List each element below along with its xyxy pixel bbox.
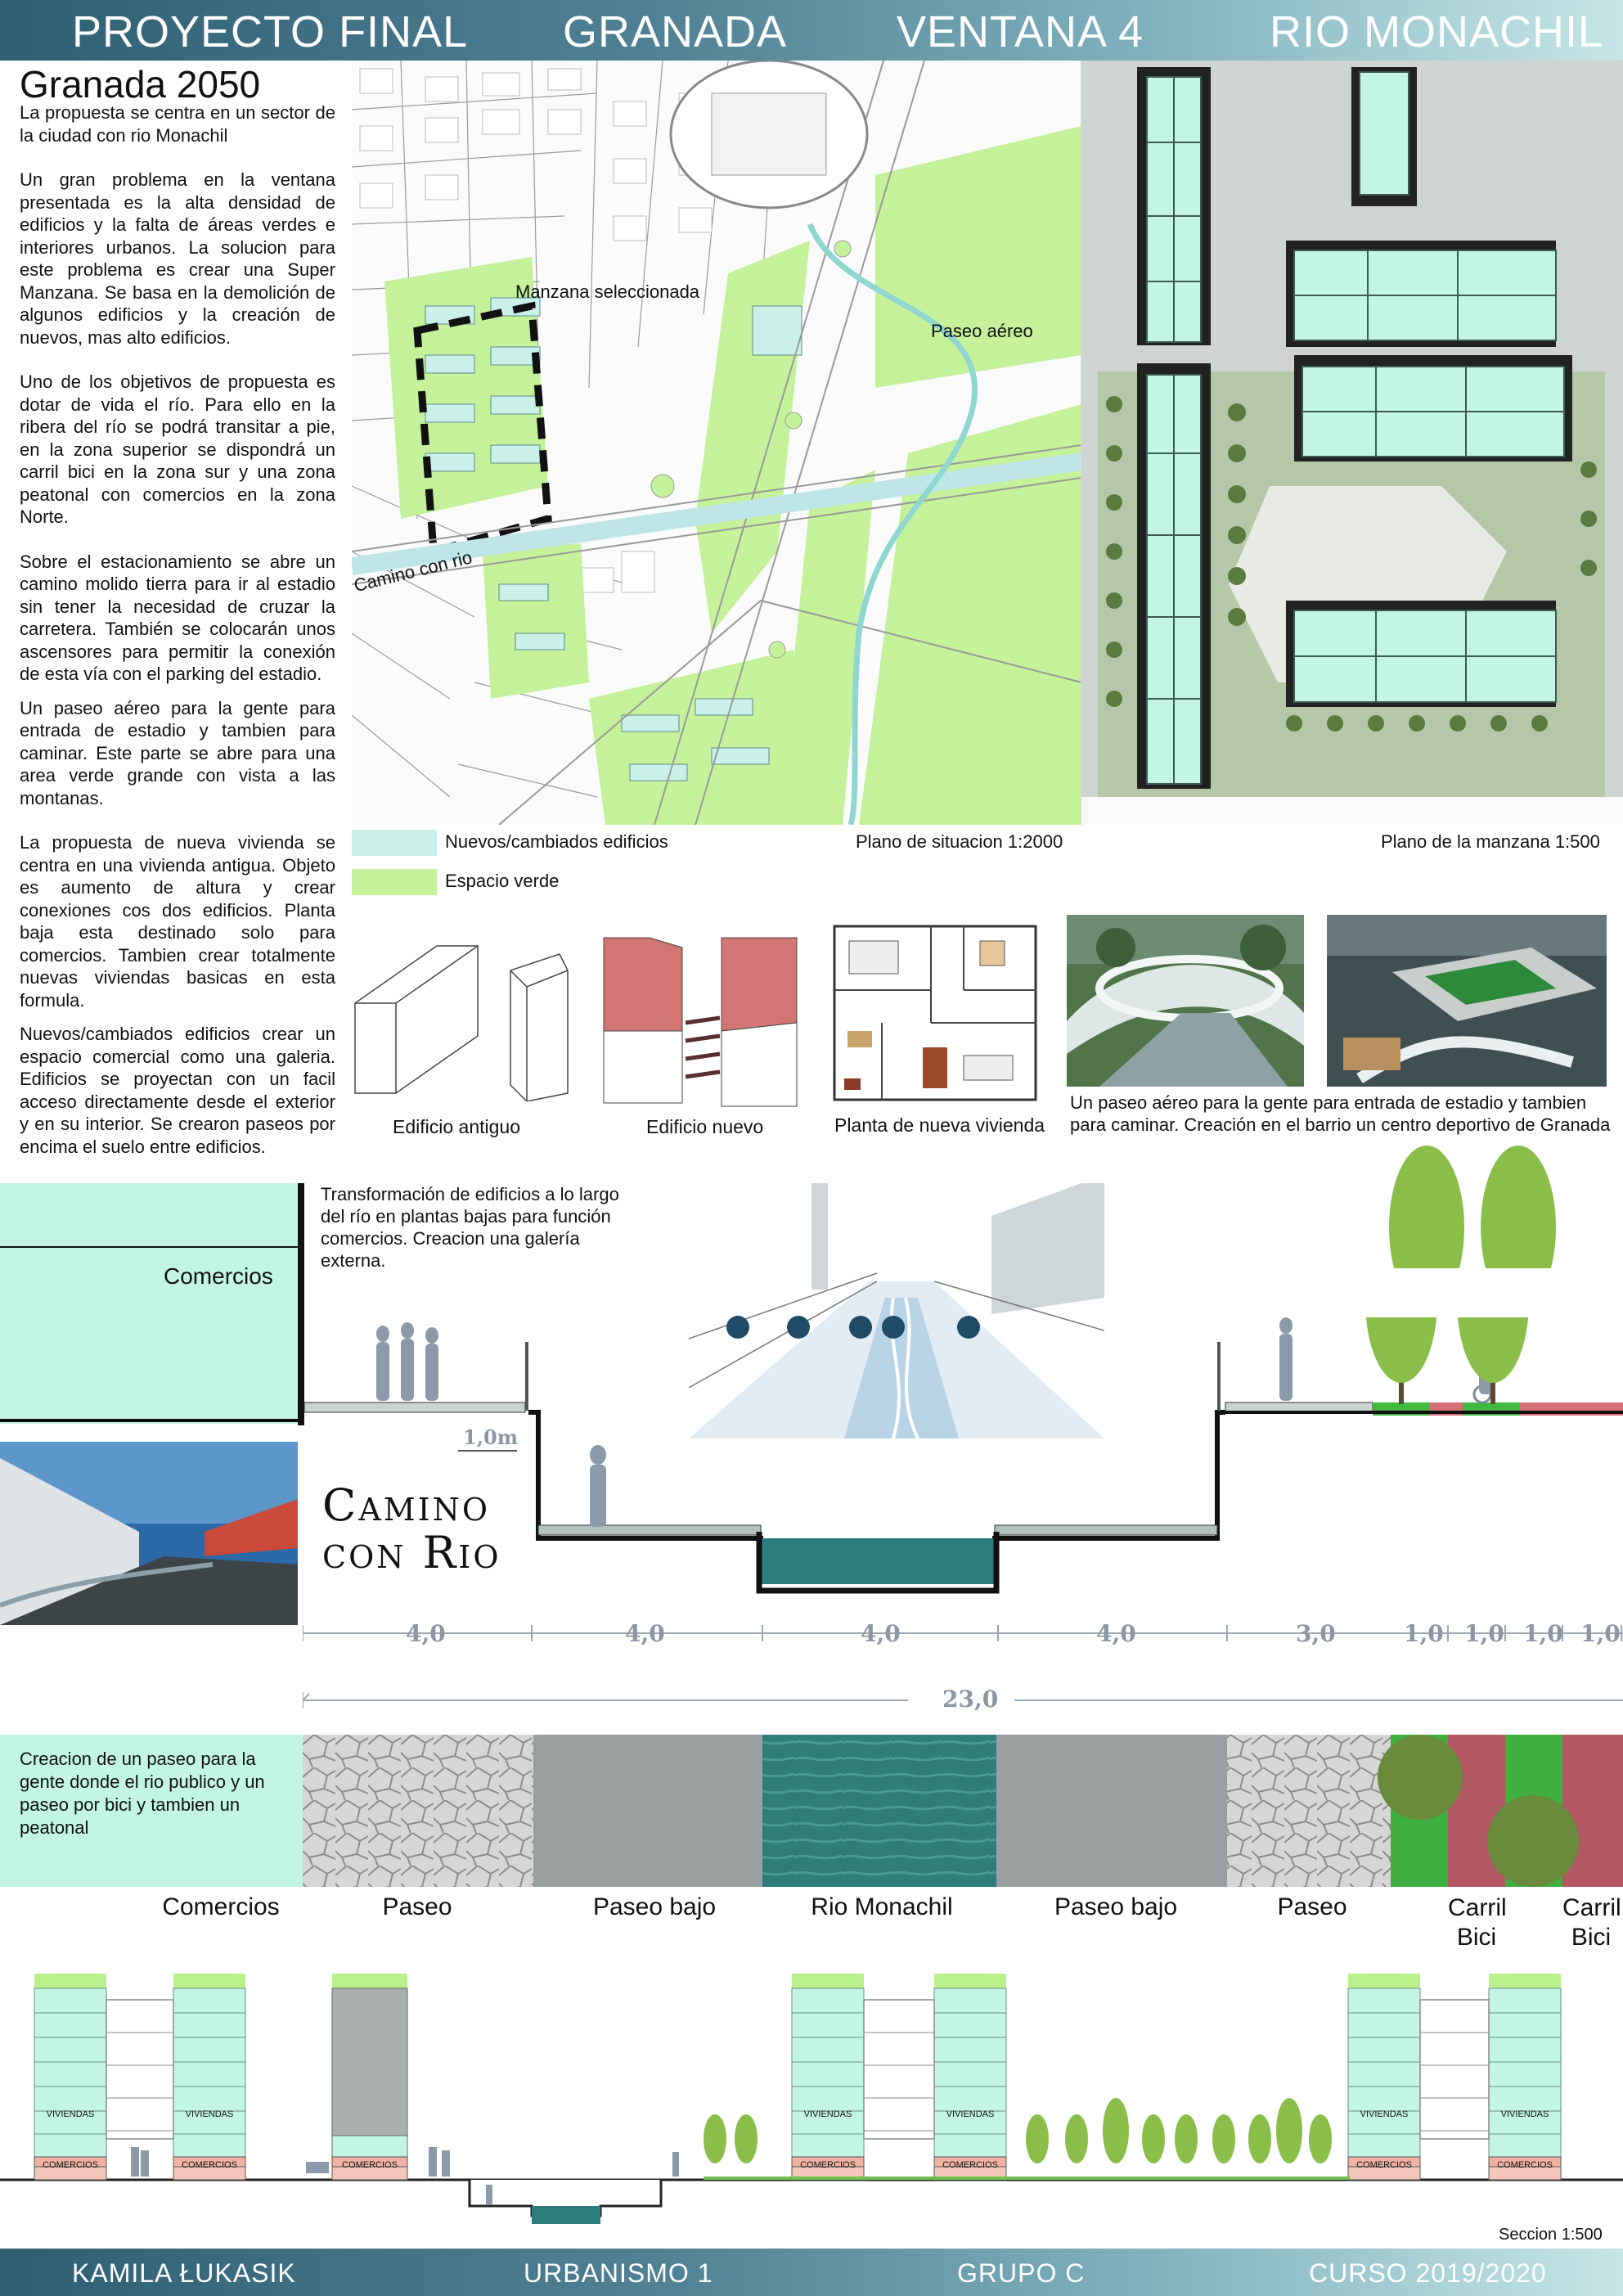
- comercios-floor-line: [0, 1246, 301, 1248]
- building-label: COMERCIOS: [1497, 2160, 1553, 2170]
- header-bar: [0, 0, 1623, 61]
- intro-paragraph: La propuesta se centra en un sector de la ciudad con rio Monachil: [20, 102, 335, 146]
- building-label: COMERCIOS: [182, 2160, 237, 2170]
- section-trees: [1365, 1317, 1529, 1404]
- caption-old-building: Edificio antiguo: [393, 1116, 520, 1137]
- strip-paseo-bajo-2: [996, 1735, 1227, 1887]
- building-label: VIVIENDAS: [1360, 2109, 1409, 2119]
- header-project: PROYECTO FINAL: [72, 7, 469, 56]
- comercios-block: [0, 1183, 301, 1424]
- caption-block-plan: Plano de la manzana 1:500: [1381, 831, 1600, 852]
- stadium-render: [1327, 915, 1607, 1087]
- building-2-viviendas: [173, 2109, 245, 2119]
- tree-crowns: [1363, 1137, 1608, 1268]
- footer-course: URBANISMO 1: [524, 2258, 713, 2288]
- building-label: COMERCIOS: [43, 2160, 98, 2170]
- building-1-comercios: [34, 2160, 106, 2170]
- building-label: VIVIENDAS: [185, 2109, 234, 2119]
- intro-paragraph: Uno de los objetivos de propuesta es dotar de vida el río. Para ello en la ribera del río se podrá transitar a pie, en la zona superior se dispondrá un carril bici en la zona sur y una zona peatonal con comercios en la zona Norte.: [20, 371, 335, 527]
- legend-label-new-buildings: Nuevos/cambiados edificios: [445, 831, 668, 852]
- section-title-line1: Camino: [322, 1479, 491, 1531]
- section-title-line2: con Rio: [322, 1527, 501, 1578]
- building-1-viviendas: [34, 2109, 106, 2119]
- footer-group: GRUPO C: [957, 2258, 1086, 2288]
- header-river: RIO MONACHIL: [1270, 7, 1604, 56]
- category-label: Paseo: [1277, 1893, 1347, 1920]
- building-2-comercios: [173, 2160, 245, 2170]
- intro-paragraph: Un paseo aéreo para la gente para entrada de estadio y tambien para caminar. Este parte se abre para una area verde grande con vista a las montanas.: [20, 697, 335, 808]
- footer-author: KAMILA ŁUKASIK: [72, 2258, 296, 2288]
- old-building-sketch: [347, 938, 578, 1101]
- river-walk-render: [0, 1442, 298, 1625]
- floor-plan-sketch: [833, 925, 1037, 1101]
- legend-swatch-new-buildings: [352, 830, 437, 856]
- intro-paragraph: Un gran problema en la ventana presentada es la alta densidad de edificios y la falta de áreas verdes e interiores urbanos. La solucion para este problema es crear una Super Manzana. Se basa en la demolición de algunos edificios y la creación de nuevos, mas alto edificios.: [20, 169, 335, 348]
- paseo-text: Creacion de un paseo para la gente donde el rio publico y un paseo por bici y tambien un peatonal: [20, 1749, 265, 1838]
- intro-title: Granada 2050: [20, 63, 261, 106]
- category-label: Comercios: [162, 1893, 280, 1920]
- new-building-sketch: [600, 933, 800, 1108]
- category-label: Paseo bajo: [592, 1893, 717, 1920]
- building-3-comercios: [332, 2160, 407, 2170]
- building-label: COMERCIOS: [342, 2160, 398, 2170]
- label-paseo-aereo: Paseo aéreo: [931, 321, 1033, 341]
- header-city: GRANADA: [563, 7, 788, 56]
- footer-bar: [0, 2249, 1623, 2296]
- category-label: Paseo: [382, 1893, 452, 1920]
- dimension-value: 1,0: [1464, 1620, 1504, 1647]
- caption-floor-plan: Planta de nueva vivienda: [834, 1114, 1045, 1136]
- legend-swatch-green-space: [352, 869, 437, 895]
- footer-year: CURSO 2019/2020: [1309, 2258, 1547, 2288]
- aerial-walk-render: [1067, 915, 1304, 1087]
- category-label: Paseo bajo: [1054, 1893, 1178, 1920]
- block-plan-drawing: [1081, 61, 1623, 825]
- dimension-value: 4,0: [406, 1620, 446, 1647]
- canal-perspective-sketch: [689, 1183, 1104, 1438]
- situation-map: [352, 61, 1081, 825]
- dimension-value: 4,0: [1096, 1620, 1136, 1647]
- strip-paseo-bajo: [533, 1735, 762, 1887]
- dimension-total: 23,0: [942, 1686, 999, 1713]
- caption-new-building: Edificio nuevo: [646, 1116, 764, 1137]
- building-4-viviendas: [792, 2109, 864, 2119]
- building-label: COMERCIOS: [942, 2160, 998, 2170]
- label-camino-con-rio: Camino con rio: [352, 547, 474, 597]
- category-label: Carril Bici: [1448, 1894, 1507, 1951]
- building-label: COMERCIOS: [1356, 2160, 1412, 2170]
- intro-paragraph: Sobre el estacionamiento se abre un camino molido tierra para ir al estadio sin tener la necesidad de cruzar la carretera. También se colocarán unos ascensores para permitir la conexión de esta vía con el parking del estadio.: [20, 551, 335, 684]
- building-7-comercios: [1489, 2160, 1561, 2170]
- intro-paragraph: Nuevos/cambiados edificios crear un espacio comercial como una galeria. Edificios se proyectan con un facil acceso directamente desde el exterior y en su interior. Se crearon paseos por encima el suelo entre edificios.: [20, 1024, 335, 1157]
- building-5-viviendas: [934, 2109, 1006, 2119]
- comercios-base-line: [0, 1419, 304, 1422]
- label-manzana-seleccionada: Manzana seleccionada: [515, 281, 700, 302]
- paving-strip: [303, 1735, 1623, 1887]
- strip-paseo: [303, 1735, 533, 1887]
- building-5-comercios: [934, 2160, 1006, 2170]
- scale-one-meter-bar: [458, 1450, 517, 1452]
- intro-text: [20, 101, 335, 1158]
- dimension-value: 1,0: [1580, 1620, 1621, 1647]
- scale-one-meter: 1,0m: [463, 1425, 519, 1449]
- dimension-value: 1,0: [1523, 1620, 1563, 1647]
- building-6-viviendas: [1348, 2109, 1420, 2119]
- building-label: VIVIENDAS: [946, 2109, 995, 2119]
- section-scale-label: Seccion 1:500: [1499, 2226, 1603, 2244]
- building-label: VIVIENDAS: [803, 2109, 852, 2119]
- building-label: VIVIENDAS: [46, 2109, 95, 2119]
- category-label: Carril Bici: [1562, 1894, 1621, 1951]
- building-7-viviendas: [1489, 2109, 1561, 2119]
- strip-river: [762, 1735, 996, 1887]
- header-window: VENTANA 4: [897, 7, 1144, 56]
- building-label: VIVIENDAS: [1500, 2109, 1549, 2119]
- dimension-value: 4,0: [861, 1620, 901, 1647]
- situation-map-drawing: [352, 61, 1081, 825]
- caption-aerial-walk: Un paseo aéreo para la gente para entrada de estadio y tambien para caminar. Creación en el barrio un centro deportivo de Granada: [1070, 1092, 1611, 1135]
- stadium-drawing: [671, 61, 867, 208]
- caption-situation-plan: Plano de situacion 1:2000: [856, 831, 1063, 852]
- intro-paragraph: La propuesta de nueva vivienda se centra en una vivienda antigua. Objeto es aumento de altura y crear conexiones cos dos edificios. Planta baja esta destinado solo para comercios. Tambien crear totalmente nuevas viviendas basicas en esta formula.: [20, 832, 335, 1011]
- comercios-label: Comercios: [164, 1263, 273, 1289]
- dimension-value: 3,0: [1296, 1620, 1336, 1647]
- category-label: Rio Monachil: [811, 1893, 953, 1920]
- transform-text: Transformación de edificios a lo largo del río en plantas bajas para función comercios. Creacion una galería externa.: [321, 1184, 619, 1271]
- building-4-comercios: [792, 2160, 864, 2170]
- long-section-elevation: [0, 1967, 1623, 2237]
- legend-label-green-space: Espacio verde: [445, 871, 560, 891]
- building-6-comercios: [1348, 2160, 1420, 2170]
- dimension-value: 1,0: [1404, 1620, 1444, 1647]
- building-label: COMERCIOS: [800, 2160, 856, 2170]
- block-plan: [1081, 61, 1623, 825]
- dimension-value: 4,0: [625, 1620, 665, 1647]
